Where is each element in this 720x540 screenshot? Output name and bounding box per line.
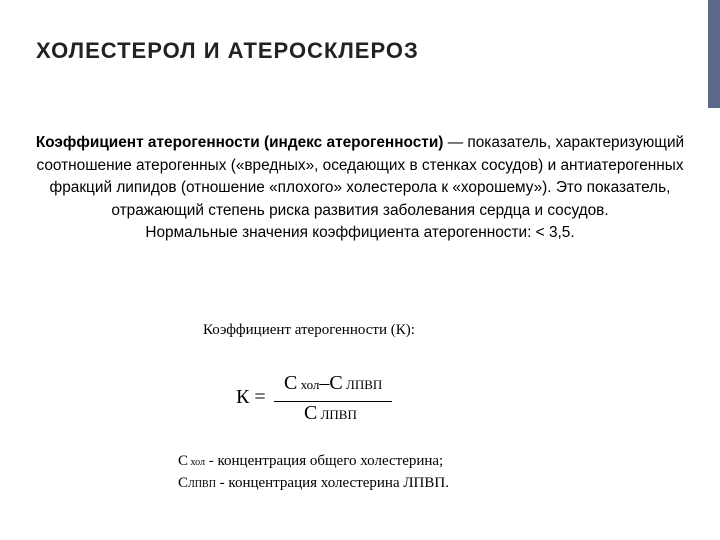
numerator-minus: – [319, 372, 330, 394]
denominator-sub: ЛПВП [317, 407, 357, 422]
legend-symbol-total: С [178, 453, 189, 469]
legend-symbol-hdl: С [178, 475, 189, 491]
numerator-sub1: хол [297, 377, 320, 392]
formula-numerator [284, 372, 382, 395]
accent-bar [708, 0, 720, 108]
formula-heading: Коэффициент атерогенности (К): [203, 322, 415, 338]
numerator-c2: С [329, 372, 343, 394]
legend-text-total: - концентрация общего холестерина; [205, 453, 444, 469]
denominator-c: С [304, 402, 318, 424]
legend-text-hdl: - концентрация холестерина ЛПВП. [215, 475, 449, 491]
legend-row-total [178, 451, 449, 473]
normal-values: Нормальные значения коэффициента атерогенности: < 3,5. [145, 224, 575, 241]
slide-title: ХОЛЕСТЕРОЛ И АТЕРОСКЛЕРОЗ [36, 38, 419, 63]
legend-sub-hdl: ЛПВП [188, 479, 216, 490]
intro-definition: — показатель, характеризующий соотношение атерогенных («вредных», оседающих в стенках сосудов) и антиатерогенных фракций липидов (отношение «плохого» холестерола к «хорошему»). Это показатель, отражающий степень риска развития заболевания сердца и сосудов. [36, 134, 685, 219]
numerator-c1: С [284, 372, 298, 394]
numerator-sub2: ЛПВП [342, 377, 383, 392]
intro-term: Коэффициент атерогенности (индекс атерогенности) [35, 134, 444, 151]
formula [236, 372, 406, 432]
intro-paragraph [14, 132, 706, 245]
legend-row-hdl [178, 473, 449, 495]
formula-denominator [304, 402, 357, 425]
formula-legend [178, 451, 449, 495]
legend-sub-total: хол [188, 457, 205, 468]
formula-lhs: К = [236, 386, 266, 408]
